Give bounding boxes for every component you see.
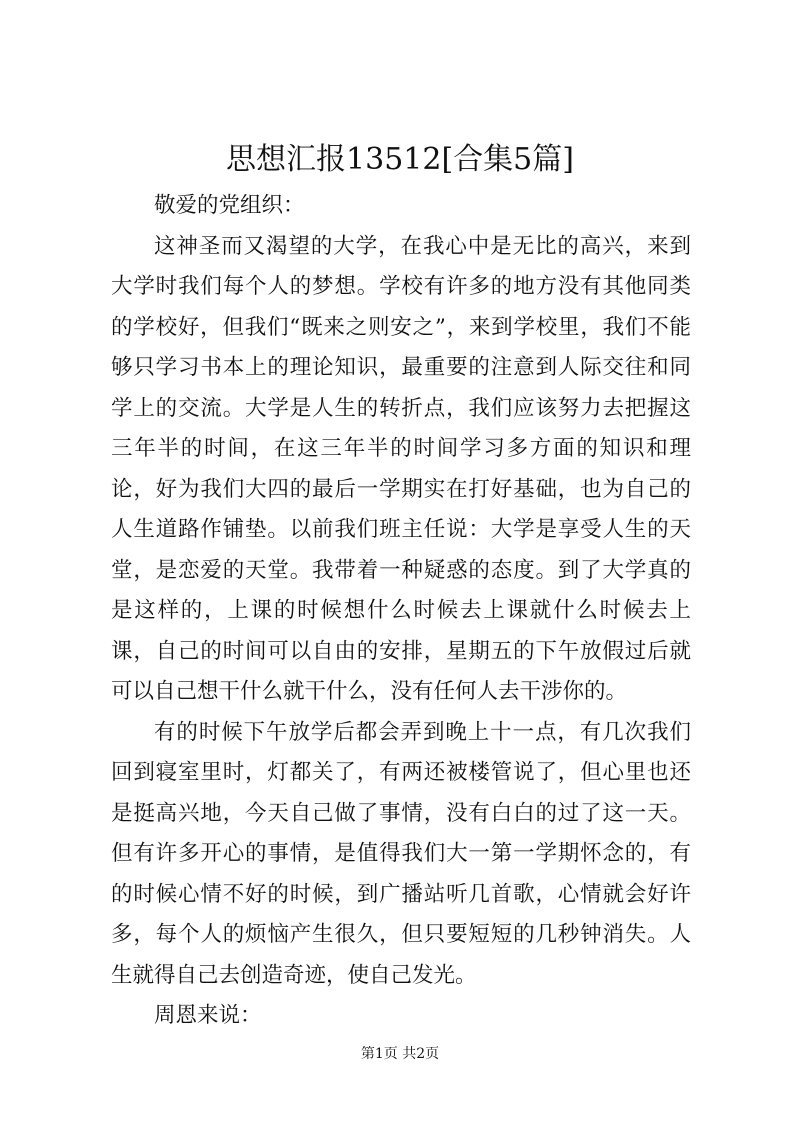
- body-paragraph: 有的时候下午放学后都会弄到晚上十一点，有几次我们回到寝室里时，灯都关了，有两还被楼管说了，但心里也还是挺高兴地，今天自己做了事情，没有白白的过了这一天。但有许多开心的事情，是值得我们大一第一学期怀念的，有的时候心情不好的时候，到广播站听几首歌，心情就会好许多，每个人的烦恼产生很久，但只要短短的几秒钟消失。人生就得自己去创造奇迹，使自己发光。: [111, 719, 691, 988]
- quote-intro-paragraph: 周恩来说：: [154, 1003, 262, 1028]
- document-body: [111, 186, 691, 1037]
- document-title: 思想汇报13512[合集5篇]: [226, 142, 574, 177]
- page-footer: 第1页 共2页: [360, 1046, 440, 1062]
- salutation-paragraph: 敬爱的党组织：: [154, 193, 305, 218]
- body-paragraph: 这神圣而又渴望的大学，在我心中是无比的高兴，来到大学时我们每个人的梦想。学校有许多的地方没有其他同类的学校好，但我们“既来之则安之”，来到学校里，我们不能够只学习书本上的理论知识，最重要的注意到人际交往和同学上的交流。大学是人生的转折点，我们应该努力去把握这三年半的时间，在这三年半的时间学习多方面的知识和理论，好为我们大四的最后一学期实在打好基础，也为自己的人生道路作铺垫。以前我们班主任说：大学是享受人生的天堂，是恋爱的天堂。我带着一种疑惑的态度。到了大学真的是这样的，上课的时候想什么时候去上课就什么时候去上课，自己的时间可以自由的安排，星期五的下午放假过后就可以自己想干什么就干什么，没有任何人去干涉你的。: [111, 233, 691, 704]
